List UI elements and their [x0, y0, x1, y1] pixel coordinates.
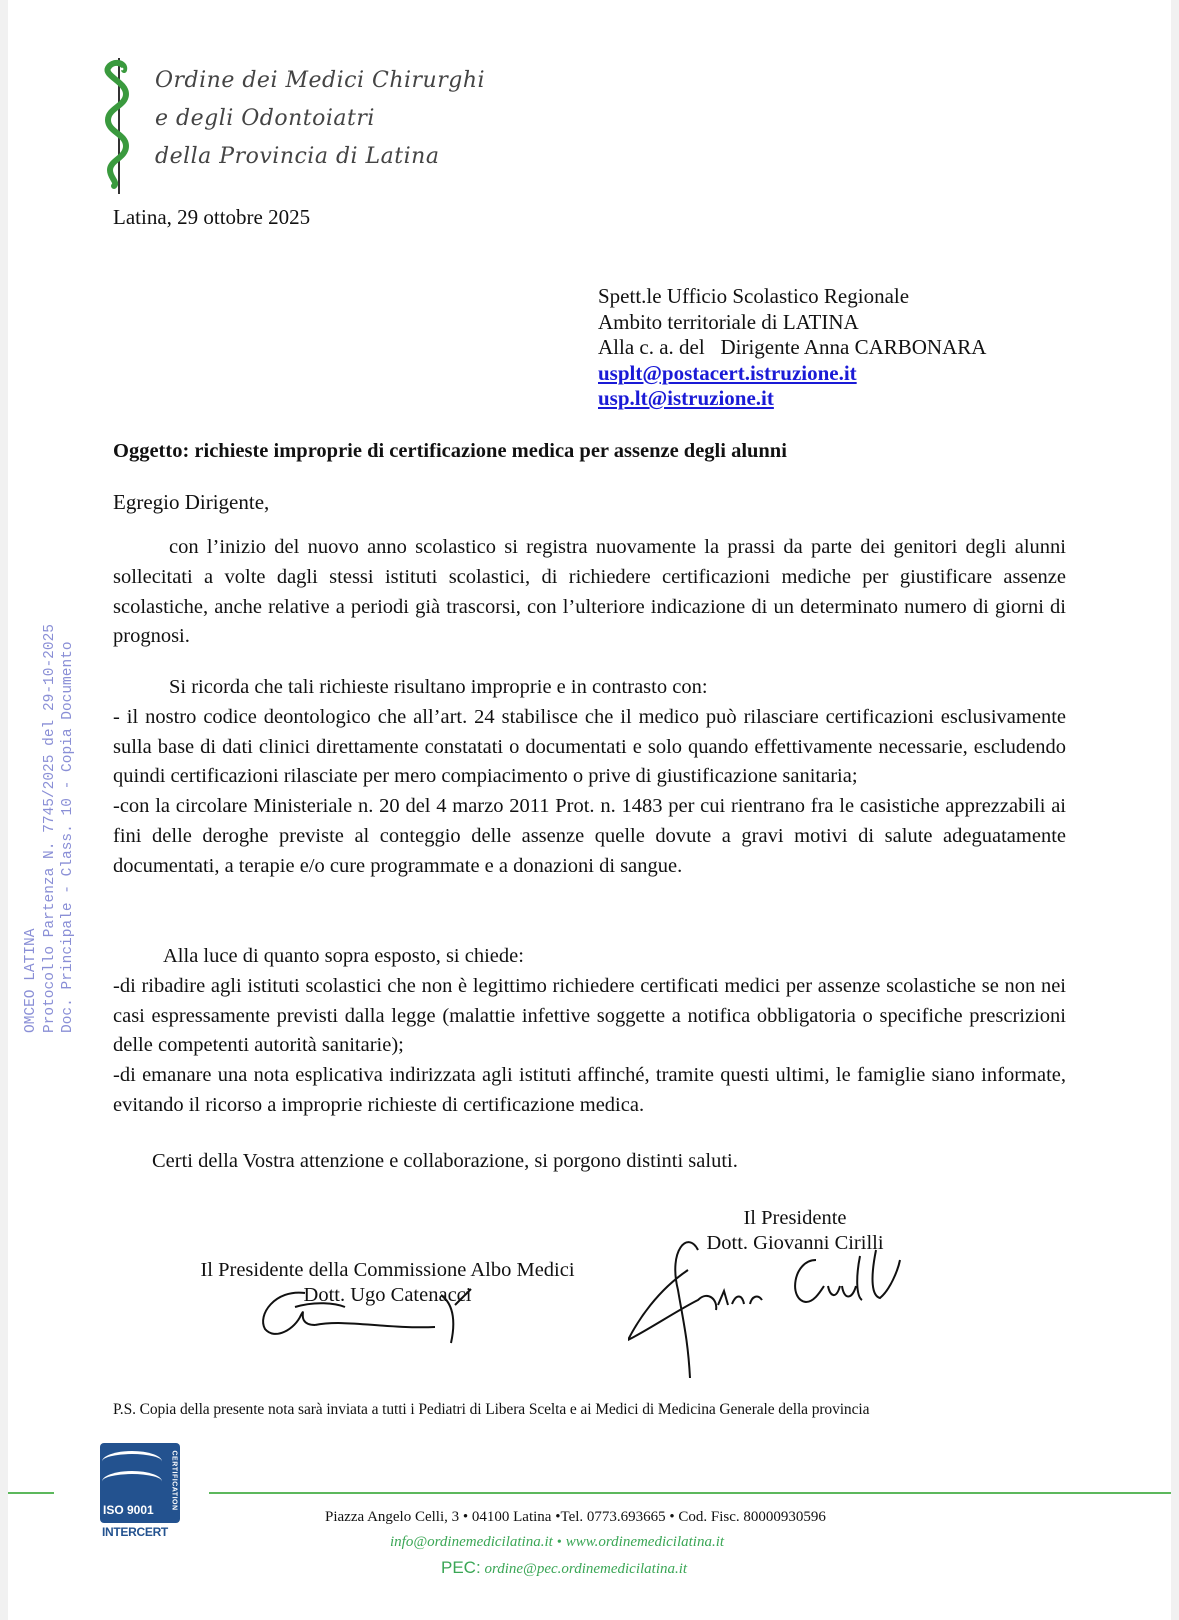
- signer-name: Dott. Ugo Catenacci: [303, 1284, 472, 1306]
- footer-divider-right: [209, 1492, 1171, 1494]
- bullet-separator-icon: •: [556, 1535, 562, 1550]
- recipient-line: Spett.le Ufficio Scolastico Regionale: [598, 284, 910, 308]
- paragraph-intro: Alla luce di quanto sopra esposto, si chiede:: [163, 945, 524, 967]
- pec-label: PEC:: [441, 1558, 481, 1577]
- recipient-block: [598, 284, 986, 412]
- signer-name: Dott. Giovanni Cirilli: [706, 1232, 884, 1254]
- salutation: Egregio Dirigente,: [113, 490, 270, 514]
- stamp-line: Doc. Principale - Class. 10 - Copia Documento: [60, 641, 76, 1033]
- caduceus-staff-of-asclepius-icon: [96, 58, 136, 194]
- certification-label: CERTIFICATION: [170, 1450, 178, 1511]
- org-line: e degli Odontoiatri: [155, 106, 375, 131]
- signer-title: Il Presidente: [743, 1207, 847, 1229]
- body-paragraph-1: [113, 533, 1066, 652]
- signer-title: Il Presidente della Commissione Albo Medici: [200, 1259, 575, 1281]
- footer-divider-left: [8, 1492, 54, 1494]
- list-item: -con la circolare Ministeriale n. 20 del 4 marzo 2011 Prot. n. 1483 per cui rientrano fra le casistiche apprezzabili ai fini delle deroghe previste al conteggio delle assenze quelle dovute a gravi motivi di salute adeguatamente documentati, a terapie e/o cure programmate e a donazioni di sangue.: [113, 795, 1066, 877]
- org-line: Ordine dei Medici Chirurghi: [155, 68, 486, 93]
- list-item: - il nostro codice deontologico che all’art. 24 stabilisce che il medico può rilasciare certificazioni esclusivamente sulla base di dati clinici direttamente constatati o documentati e solo quando effettivamente necessarie, escludendo quindi certificazioni rilasciate per mero compiacimento o prive di giustificazione sanitaria;: [113, 705, 1066, 788]
- body-paragraph-3: [113, 942, 1066, 1121]
- postscript-note: P.S. Copia della presente nota sarà inviata a tutti i Pediatri di Libera Scelta e ai Medici di Medicina Generale della provincia: [113, 1401, 870, 1418]
- paragraph-intro: Si ricorda che tali richieste risultano improprie e in contrasto con:: [169, 676, 708, 698]
- closing-line: Certi della Vostra attenzione e collaborazione, si porgono distinti saluti.: [152, 1150, 738, 1172]
- footer-contacts: [390, 1534, 724, 1551]
- page-edge-right: [1171, 0, 1179, 1620]
- footer-email-link[interactable]: info@ordinemedicilatina.it: [390, 1534, 553, 1550]
- logo-stripe: [102, 1471, 162, 1492]
- iso-9001-certification-logo: [100, 1443, 180, 1523]
- stamp-line: OMCEO LATINA: [23, 928, 39, 1033]
- subject-line: Oggetto: richieste improprie di certificazione medica per assenze degli alunni: [113, 440, 787, 462]
- protocol-stamp: [22, 624, 78, 1033]
- page-edge-left: [0, 0, 8, 1620]
- stamp-line: Protocollo Partenza N. 7745/2025 del 29-10-2025: [41, 624, 58, 1033]
- pec-email-link[interactable]: ordine@pec.ordinemedicilatina.it: [484, 1561, 688, 1577]
- footer-address: Piazza Angelo Celli, 3 • 04100 Latina •Tel. 0773.693665 • Cod. Fisc. 80000930596: [325, 1509, 826, 1525]
- body-paragraph-2: [113, 673, 1066, 882]
- iso-label: ISO 9001: [103, 1503, 154, 1517]
- recipient-line: Alla c. a. del Dirigente Anna CARBONARA: [598, 335, 987, 359]
- footer-website-link[interactable]: www.ordinemedicilatina.it: [565, 1534, 725, 1550]
- recipient-email-pec-link[interactable]: usplt@postacert.istruzione.it: [598, 360, 857, 385]
- list-item: -di ribadire agli istituti scolastici che non è legittimo richiedere certificati medici per assenze scolastiche se non nei casi espressamente previsti dalla legge (malattie infettive soggette a notifica obbligatoria o specifiche prescrizioni delle competenti autorità sanitarie);: [113, 974, 1066, 1057]
- recipient-email-link[interactable]: usp.lt@istruzione.it: [598, 386, 774, 410]
- recipient-line: Ambito territoriale di LATINA: [598, 309, 859, 334]
- logo-stripe: [102, 1451, 162, 1472]
- commission-president-handwritten-signature: [255, 1285, 495, 1345]
- intercert-brand: INTERCERT: [102, 1525, 168, 1539]
- paragraph-text: con l’inizio del nuovo anno scolastico si registra nuovamente la prassi da parte dei genitori degli alunni sollecitati a volte dagli stessi istituti scolastici, di richiedere certificazioni mediche per giustificare assenze scolastiche, anche relative a periodi già trascorsi, con l’ulteriore indicazione di un determinato numero di giorni di prognosi.: [113, 536, 1066, 648]
- list-item: -di emanare una nota esplicativa indirizzata agli istituti affinché, tramite questi ultimi, le famiglie siano informate, evitando il ricorso a improprie richieste di certificazione medica.: [113, 1064, 1066, 1116]
- organization-name: [155, 62, 485, 176]
- footer-pec: [441, 1558, 687, 1578]
- org-line: della Provincia di Latina: [155, 144, 440, 169]
- president-handwritten-signature: [628, 1230, 918, 1380]
- letter-date: Latina, 29 ottobre 2025: [113, 205, 311, 229]
